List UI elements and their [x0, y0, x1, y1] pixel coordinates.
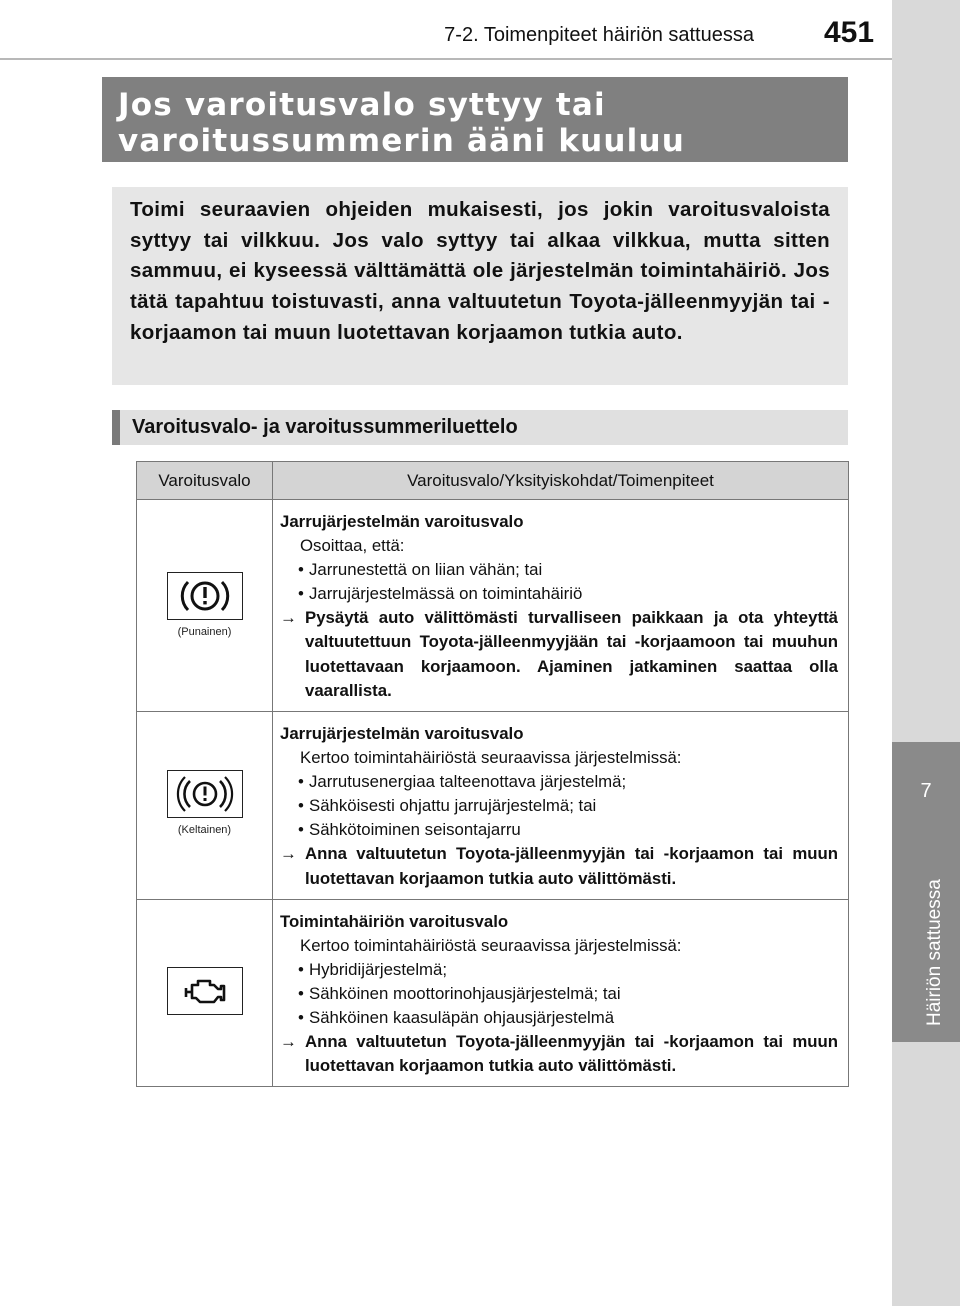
action-text: [280, 1030, 838, 1078]
bullet-item: • Jarrunestettä on liian vähän; tai: [280, 558, 838, 582]
bullet-item: • Sähkötoiminen seisontajarru: [280, 818, 838, 842]
action-label: Anna valtuutetun Toyota-jälleenmyyjän tai -korjaamon tai muun luotettavan korjaamon tutkia auto välittömästi.: [305, 1032, 838, 1076]
action-text: [280, 842, 838, 890]
intro-box: [112, 187, 848, 385]
chapter-title: [922, 836, 944, 1026]
details-cell: [273, 712, 849, 900]
bullet-item: • Hybridijärjestelmä;: [280, 958, 838, 982]
brake-system-warning-icon: [167, 770, 243, 818]
bullet-item: • Jarrujärjestelmässä on toimintahäiriö: [280, 582, 838, 606]
subsection-title: Varoitusvalo- ja varoitussummeriluettelo: [132, 416, 518, 438]
arrow-icon: →: [280, 608, 297, 628]
arrow-icon: →: [280, 844, 297, 864]
column-header-details: Varoitusvalo/Yksityiskohdat/Toimenpiteet: [273, 462, 849, 500]
column-header-light: Varoitusvalo: [137, 462, 273, 500]
table-header-row: [137, 462, 849, 500]
chapter-tab: [892, 742, 960, 1042]
engine-malfunction-icon: [167, 967, 243, 1015]
page-number: 451: [824, 16, 875, 49]
brake-warning-icon: [167, 572, 243, 620]
header-rule: [0, 58, 892, 60]
icon-color-label: (Keltainen): [177, 823, 232, 836]
row-title: Jarrujärjestelmän varoitusvalo: [280, 724, 524, 743]
side-tab: [892, 0, 960, 1306]
details-cell: [273, 899, 849, 1087]
running-header: [0, 0, 892, 58]
icon-cell: [137, 899, 273, 1087]
row-intro: Osoittaa, että:: [300, 536, 405, 556]
intro-text: Toimi seuraavien ohjeiden mukaisesti, jos jokin varoitusvaloista syttyy tai vilkkuu. Jos valo syttyy tai alkaa vilkkua, mutta sitten sammuu, ei kyseessä välttämättä ole järjestelmän toimintahäiriö. Jos tätä tapahtuu toistuvasti, anna valtuutetun Toyota-jälleenmyyjän tai -korjaamon tai muun luotettavan korjaamon tutkia auto.: [130, 198, 830, 344]
bullet-item: • Sähköinen moottorinohjausjärjestelmä; tai: [280, 982, 838, 1006]
icon-cell: [137, 712, 273, 900]
bullet-item: • Sähköinen kaasuläpän ohjausjärjestelmä: [280, 1006, 838, 1030]
row-title: Toimintahäiriön varoitusvalo: [280, 911, 509, 931]
details-cell: [273, 500, 849, 712]
action-label: Anna valtuutetun Toyota-jälleenmyyjän tai -korjaamon tai muun luotettavan korjaamon tutkia auto välittömästi.: [305, 844, 838, 888]
action-text: [280, 606, 838, 702]
row-intro: Kertoo toimintahäiriöstä seuraavissa järjestelmissä:: [300, 748, 682, 768]
bullet-item: • Sähköisesti ohjattu jarrujärjestelmä; tai: [280, 794, 838, 818]
page-title: [102, 77, 848, 162]
page-title-line-1: Jos varoitusvalo syttyy tai: [118, 87, 606, 123]
table-row: [137, 500, 849, 712]
section-label: 7-2. Toimenpiteet häiriön sattuessa: [444, 24, 754, 46]
icon-color-label: (Punainen): [177, 626, 232, 638]
icon-cell: [137, 500, 273, 712]
page-title-line-2: varoitussummerin ääni kuuluu: [118, 123, 686, 159]
chapter-title-text: Häiriön sattuessa: [924, 879, 945, 1026]
row-intro: Kertoo toimintahäiriöstä seuraavissa järjestelmissä:: [300, 935, 682, 955]
subsection-heading: [112, 410, 848, 445]
arrow-icon: →: [280, 1032, 297, 1052]
row-title: Jarrujärjestelmän varoitusvalo: [280, 512, 524, 531]
warning-light-table: [136, 461, 849, 1087]
bullet-item: • Jarrutusenergiaa talteenottava järjestelmä;: [280, 770, 838, 794]
action-label: Pysäytä auto välittömästi turvalliseen paikkaan ja ota yhteyttä valtuutettuun Toyota-jälleenmyyjään tai -korjaamoon tai muuhun luotettavaan korjaamoon. Ajaminen jatkaminen saattaa olla vaarallista.: [305, 608, 838, 700]
table-row: [137, 899, 849, 1087]
chapter-number: 7: [920, 780, 932, 802]
table-row: [137, 712, 849, 900]
